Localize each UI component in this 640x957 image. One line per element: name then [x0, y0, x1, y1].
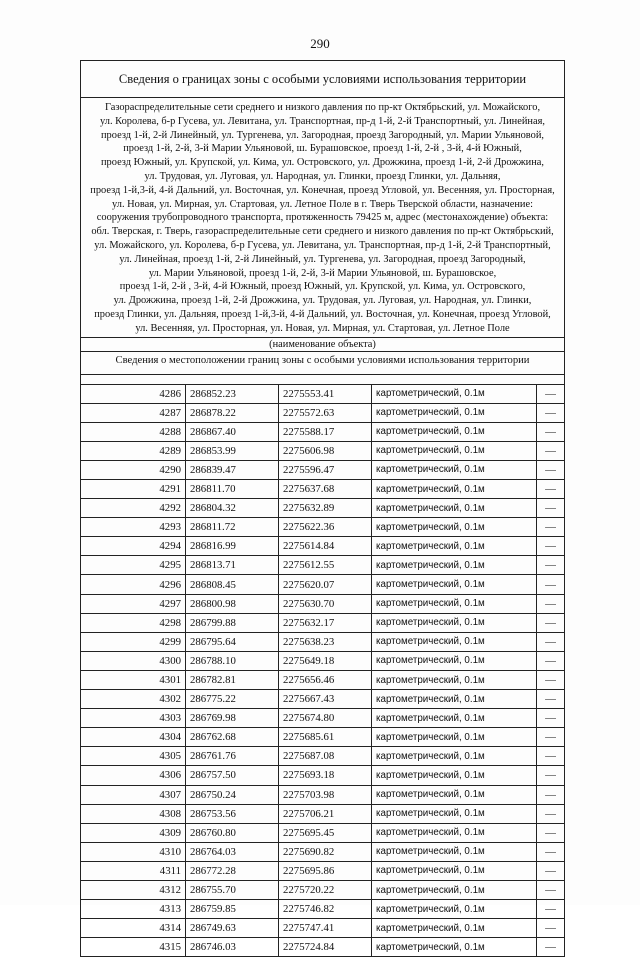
y-coordinate-cell: 2275690.82	[279, 842, 372, 861]
x-coordinate-cell: 286788.10	[186, 651, 279, 670]
method-cell: картометрический, 0.1м	[372, 460, 537, 479]
object-name-line: ул. Трудовая, ул. Луговая, ул. Народная, ул. Глинки, проезд Глинки, ул. Дальняя,	[144, 170, 501, 182]
point-number-cell: 4314	[81, 919, 186, 938]
table-row	[81, 919, 564, 938]
note-cell: —	[537, 690, 565, 709]
table-row	[81, 823, 564, 842]
x-coordinate-cell: 286760.80	[186, 823, 279, 842]
x-coordinate-cell: 286755.70	[186, 880, 279, 899]
point-number-cell: 4294	[81, 537, 186, 556]
note-cell: —	[537, 766, 565, 785]
note-cell: —	[537, 747, 565, 766]
table-row	[81, 690, 564, 709]
x-coordinate-cell: 286757.50	[186, 766, 279, 785]
note-cell: —	[537, 575, 565, 594]
object-name-block	[81, 98, 564, 338]
x-coordinate-cell: 286852.23	[186, 385, 279, 404]
note-cell: —	[537, 460, 565, 479]
table-row	[81, 804, 564, 823]
note-cell: —	[537, 632, 565, 651]
method-cell: картометрический, 0.1м	[372, 709, 537, 728]
x-coordinate-cell: 286808.45	[186, 575, 279, 594]
y-coordinate-cell: 2275720.22	[279, 880, 372, 899]
table-row	[81, 709, 564, 728]
x-coordinate-cell: 286816.99	[186, 537, 279, 556]
x-coordinate-cell: 286759.85	[186, 900, 279, 919]
note-cell: —	[537, 861, 565, 880]
table-row	[81, 842, 564, 861]
note-cell: —	[537, 938, 565, 957]
table-row	[81, 613, 564, 632]
object-name-line: ул. Весенняя, ул. Просторная, ул. Новая, ул. Мирная, ул. Стартовая, ул. Летное Поле	[135, 322, 510, 334]
x-coordinate-cell: 286867.40	[186, 422, 279, 441]
table-row	[81, 499, 564, 518]
note-cell: —	[537, 441, 565, 460]
x-coordinate-cell: 286782.81	[186, 670, 279, 689]
note-cell: —	[537, 823, 565, 842]
method-cell: картометрический, 0.1м	[372, 842, 537, 861]
point-number-cell: 4305	[81, 747, 186, 766]
table-row	[81, 938, 564, 957]
table-row	[81, 556, 564, 575]
y-coordinate-cell: 2275614.84	[279, 537, 372, 556]
y-coordinate-cell: 2275685.61	[279, 728, 372, 747]
y-coordinate-cell: 2275703.98	[279, 785, 372, 804]
method-cell: картометрический, 0.1м	[372, 651, 537, 670]
note-cell: —	[537, 556, 565, 575]
y-coordinate-cell: 2275632.89	[279, 499, 372, 518]
y-coordinate-cell: 2275674.80	[279, 709, 372, 728]
object-name-line: Газораспределительные сети среднего и низкого давления по пр-кт Октябрьский, ул. Можайского,	[104, 102, 541, 113]
x-coordinate-cell: 286753.56	[186, 804, 279, 823]
coordinates-table-body	[81, 385, 564, 957]
object-name-line: проезд 1-й, 2-й , 3-й, 4-й Южный, проезд Южный, ул. Крупской, ул. Кима, ул. Островского,	[119, 281, 526, 293]
method-cell: картометрический, 0.1м	[372, 919, 537, 938]
x-coordinate-cell: 286746.03	[186, 938, 279, 957]
x-coordinate-cell: 286772.28	[186, 861, 279, 880]
method-cell: картометрический, 0.1м	[372, 403, 537, 422]
method-cell: картометрический, 0.1м	[372, 613, 537, 632]
point-number-cell: 4310	[81, 842, 186, 861]
point-number-cell: 4291	[81, 480, 186, 499]
y-coordinate-cell: 2275612.55	[279, 556, 372, 575]
point-number-cell: 4289	[81, 441, 186, 460]
method-cell: картометрический, 0.1м	[372, 785, 537, 804]
table-row	[81, 422, 564, 441]
y-coordinate-cell: 2275638.23	[279, 632, 372, 651]
note-cell: —	[537, 842, 565, 861]
table-row	[81, 728, 564, 747]
table-row	[81, 480, 564, 499]
point-number-cell: 4307	[81, 785, 186, 804]
table-row	[81, 651, 564, 670]
page-number: 290	[310, 36, 330, 51]
method-cell: картометрический, 0.1м	[372, 537, 537, 556]
location-section-title: Сведения о местоположении границ зоны с особыми условиями использования территории	[81, 352, 564, 375]
y-coordinate-cell: 2275687.08	[279, 747, 372, 766]
y-coordinate-cell: 2275572.63	[279, 403, 372, 422]
table-row	[81, 385, 564, 404]
y-coordinate-cell: 2275620.07	[279, 575, 372, 594]
x-coordinate-cell: 286804.32	[186, 499, 279, 518]
point-number-cell: 4309	[81, 823, 186, 842]
table-header-spacer	[81, 375, 564, 385]
point-number-cell: 4298	[81, 613, 186, 632]
point-number-cell: 4308	[81, 804, 186, 823]
object-name-line: ул. Марии Ульяновой, проезд 1-й, 2-й, 3-й Марии Ульяновой, ш. Бурашовское,	[148, 267, 497, 279]
object-name-line: ул. Можайского, ул. Королева, б-р Гусева, ул. Левитана, ул. Транспортная, пр-д 1-й, 2-й Транспортный,	[94, 239, 551, 251]
note-cell: —	[537, 480, 565, 499]
object-name-line: проезд 1-й, 2-й Линейный, ул. Тургенева, ул. Загородная, проезд Загородный, ул. Марии Ульяновой,	[101, 129, 544, 141]
point-number-cell: 4304	[81, 728, 186, 747]
table-row	[81, 441, 564, 460]
point-number-cell: 4306	[81, 766, 186, 785]
point-number-cell: 4300	[81, 651, 186, 670]
x-coordinate-cell: 286800.98	[186, 594, 279, 613]
y-coordinate-cell: 2275632.17	[279, 613, 372, 632]
object-name-line: проезд Глинки, ул. Дальняя, проезд 1-й,3-й, 4-й Дальний, ул. Восточная, ул. Конечная, проезд Угловой,	[94, 308, 551, 320]
table-row	[81, 403, 564, 422]
y-coordinate-cell: 2275695.45	[279, 823, 372, 842]
method-cell: картометрический, 0.1м	[372, 480, 537, 499]
x-coordinate-cell: 286795.64	[186, 632, 279, 651]
table-row	[81, 670, 564, 689]
y-coordinate-cell: 2275596.47	[279, 460, 372, 479]
note-cell: —	[537, 537, 565, 556]
object-name-caption: (наименование объекта)	[81, 338, 564, 352]
y-coordinate-cell: 2275553.41	[279, 385, 372, 404]
y-coordinate-cell: 2275656.46	[279, 670, 372, 689]
method-cell: картометрический, 0.1м	[372, 861, 537, 880]
x-coordinate-cell: 286750.24	[186, 785, 279, 804]
point-number-cell: 4292	[81, 499, 186, 518]
method-cell: картометрический, 0.1м	[372, 747, 537, 766]
method-cell: картометрический, 0.1м	[372, 594, 537, 613]
x-coordinate-cell: 286761.76	[186, 747, 279, 766]
table-row	[81, 747, 564, 766]
note-cell: —	[537, 919, 565, 938]
point-number-cell: 4287	[81, 403, 186, 422]
note-cell: —	[537, 728, 565, 747]
y-coordinate-cell: 2275606.98	[279, 441, 372, 460]
method-cell: картометрический, 0.1м	[372, 556, 537, 575]
x-coordinate-cell: 286769.98	[186, 709, 279, 728]
object-name-line: ул. Дрожжина, проезд 1-й, 2-й Дрожжина, ул. Трудовая, ул. Луговая, ул. Народная, ул. Глинки,	[113, 295, 532, 307]
method-cell: картометрический, 0.1м	[372, 690, 537, 709]
table-row	[81, 575, 564, 594]
x-coordinate-cell: 286749.63	[186, 919, 279, 938]
y-coordinate-cell: 2275667.43	[279, 690, 372, 709]
note-cell: —	[537, 594, 565, 613]
point-number-cell: 4295	[81, 556, 186, 575]
note-cell: —	[537, 518, 565, 537]
note-cell: —	[537, 804, 565, 823]
note-cell: —	[537, 709, 565, 728]
point-number-cell: 4315	[81, 938, 186, 957]
note-cell: —	[537, 403, 565, 422]
x-coordinate-cell: 286775.22	[186, 690, 279, 709]
object-name-line: проезд Южный, ул. Крупской, ул. Кима, ул. Островского, ул. Дрожжина, проезд 1-й, 2-й Дрожжина,	[100, 157, 544, 169]
method-cell: картометрический, 0.1м	[372, 900, 537, 919]
method-cell: картометрический, 0.1м	[372, 804, 537, 823]
object-name-line: сооружения трубопроводного транспорта, протяженность 79425 м, адрес (местонахождение) объекта:	[96, 212, 549, 224]
method-cell: картометрический, 0.1м	[372, 938, 537, 957]
table-row	[81, 460, 564, 479]
note-cell: —	[537, 670, 565, 689]
table-row	[81, 766, 564, 785]
y-coordinate-cell: 2275747.41	[279, 919, 372, 938]
x-coordinate-cell: 286764.03	[186, 842, 279, 861]
method-cell: картометрический, 0.1м	[372, 422, 537, 441]
method-cell: картометрический, 0.1м	[372, 632, 537, 651]
point-number-cell: 4301	[81, 670, 186, 689]
point-number-cell: 4288	[81, 422, 186, 441]
y-coordinate-cell: 2275695.86	[279, 861, 372, 880]
y-coordinate-cell: 2275724.84	[279, 938, 372, 957]
method-cell: картометрический, 0.1м	[372, 499, 537, 518]
table-row	[81, 632, 564, 651]
y-coordinate-cell: 2275630.70	[279, 594, 372, 613]
point-number-cell: 4296	[81, 575, 186, 594]
note-cell: —	[537, 651, 565, 670]
coordinates-table	[81, 385, 564, 957]
x-coordinate-cell: 286839.47	[186, 460, 279, 479]
method-cell: картометрический, 0.1м	[372, 670, 537, 689]
method-cell: картометрический, 0.1м	[372, 575, 537, 594]
point-number-cell: 4290	[81, 460, 186, 479]
method-cell: картометрический, 0.1м	[372, 766, 537, 785]
note-cell: —	[537, 900, 565, 919]
y-coordinate-cell: 2275693.18	[279, 766, 372, 785]
x-coordinate-cell: 286811.72	[186, 518, 279, 537]
point-number-cell: 4297	[81, 594, 186, 613]
x-coordinate-cell: 286799.88	[186, 613, 279, 632]
object-name-line: ул. Королева, б-р Гусева, ул. Левитана, ул. Транспортная, пр-д 1-й, 2-й Транспортный, ул. Линейная,	[100, 115, 545, 127]
point-number-cell: 4312	[81, 880, 186, 899]
point-number-cell: 4286	[81, 385, 186, 404]
y-coordinate-cell: 2275637.68	[279, 480, 372, 499]
method-cell: картометрический, 0.1м	[372, 385, 537, 404]
object-name-line: проезд 1-й,3-й, 4-й Дальний, ул. Восточная, ул. Конечная, проезд Угловой, ул. Весенняя, ул. Просторная,	[90, 184, 555, 196]
document-title: Сведения о границах зоны с особыми условиями использования территории	[81, 61, 564, 98]
method-cell: картометрический, 0.1м	[372, 728, 537, 747]
y-coordinate-cell: 2275649.18	[279, 651, 372, 670]
x-coordinate-cell: 286762.68	[186, 728, 279, 747]
note-cell: —	[537, 613, 565, 632]
y-coordinate-cell: 2275622.36	[279, 518, 372, 537]
y-coordinate-cell: 2275746.82	[279, 900, 372, 919]
y-coordinate-cell: 2275706.21	[279, 804, 372, 823]
table-row	[81, 518, 564, 537]
object-name-line: проезд 1-й, 2-й, 3-й Марии Ульяновой, ш. Бурашовское, проезд 1-й, 2-й , 3-й, 4-й Южный,	[123, 143, 522, 155]
method-cell: картометрический, 0.1м	[372, 880, 537, 899]
object-name-line: обл. Тверская, г. Тверь, газораспределительные сети среднего и низкого давления по пр-кт Октябрьский,	[91, 226, 554, 238]
table-row	[81, 880, 564, 899]
note-cell: —	[537, 785, 565, 804]
point-number-cell: 4302	[81, 690, 186, 709]
object-name-line: ул. Линейная, проезд 1-й, 2-й Линейный, ул. Тургенева, ул. Загородная, проезд Загородный,	[119, 253, 526, 265]
point-number-cell: 4313	[81, 900, 186, 919]
point-number-cell: 4299	[81, 632, 186, 651]
note-cell: —	[537, 385, 565, 404]
table-row	[81, 785, 564, 804]
method-cell: картометрический, 0.1м	[372, 518, 537, 537]
table-row	[81, 861, 564, 880]
x-coordinate-cell: 286853.99	[186, 441, 279, 460]
point-number-cell: 4311	[81, 861, 186, 880]
table-row	[81, 537, 564, 556]
point-number-cell: 4303	[81, 709, 186, 728]
zone-boundary-form	[80, 60, 565, 957]
note-cell: —	[537, 499, 565, 518]
object-name-line: ул. Новая, ул. Мирная, ул. Стартовая, ул. Летное Поле в г. Тверь Тверской области, назначение:	[112, 198, 533, 210]
x-coordinate-cell: 286813.71	[186, 556, 279, 575]
table-row	[81, 594, 564, 613]
table-row	[81, 900, 564, 919]
note-cell: —	[537, 880, 565, 899]
method-cell: картометрический, 0.1м	[372, 441, 537, 460]
x-coordinate-cell: 286878.22	[186, 403, 279, 422]
note-cell: —	[537, 422, 565, 441]
method-cell: картометрический, 0.1м	[372, 823, 537, 842]
point-number-cell: 4293	[81, 518, 186, 537]
y-coordinate-cell: 2275588.17	[279, 422, 372, 441]
x-coordinate-cell: 286811.70	[186, 480, 279, 499]
